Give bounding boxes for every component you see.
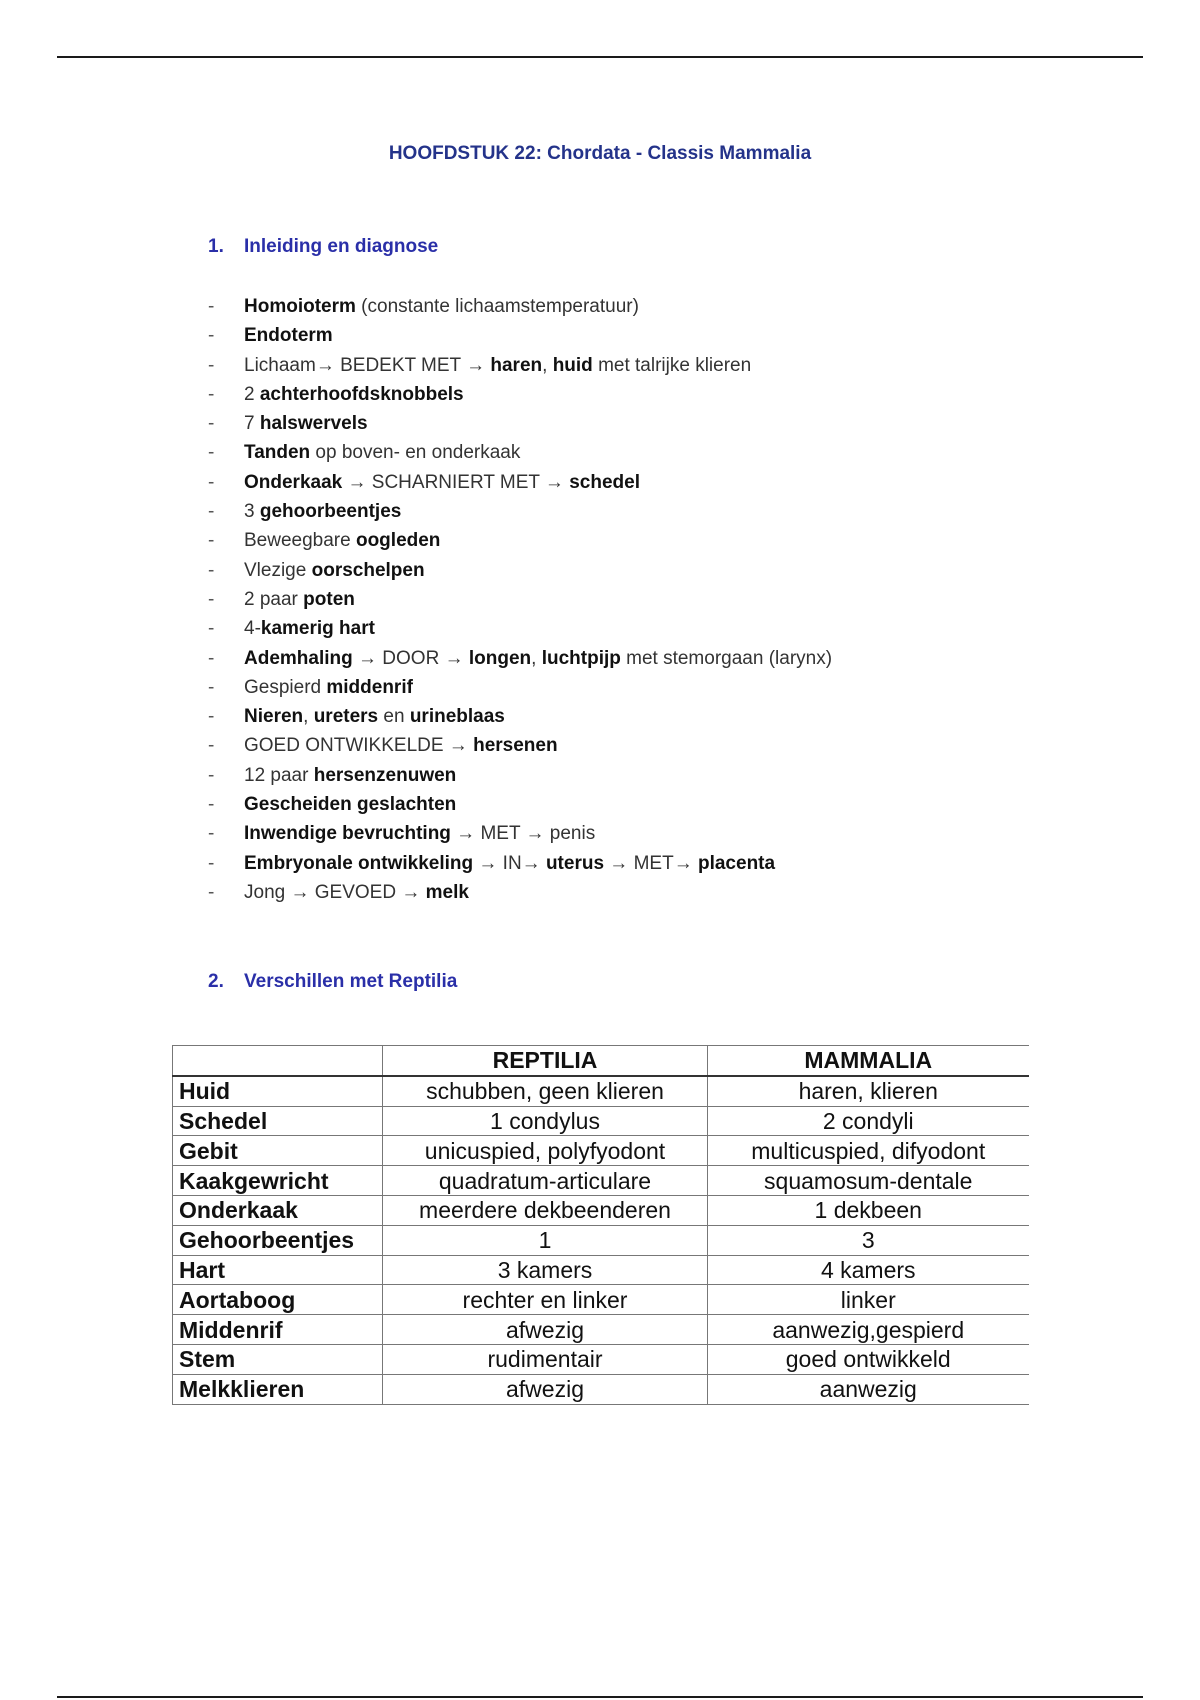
bullet-marker: - — [208, 296, 215, 317]
bullet-marker: - — [208, 618, 215, 640]
bullet-marker: - — [208, 471, 215, 493]
table-cell: afwezig — [383, 1374, 708, 1404]
list-text: GOED ONTWIKKELDE → — [244, 735, 474, 757]
list-item — [208, 878, 1008, 907]
bullet-marker: - — [208, 676, 215, 698]
bullet-marker: - — [208, 647, 215, 669]
table-cell: aanwezig — [708, 1374, 1029, 1404]
bullet-marker: - — [208, 413, 215, 435]
bullet-marker: - — [208, 588, 215, 610]
bullet-marker: - — [208, 501, 215, 523]
list-item — [208, 849, 1008, 878]
table-row — [173, 1344, 1029, 1374]
table-row — [173, 1255, 1029, 1285]
table-cell: 3 — [708, 1225, 1029, 1255]
list-item — [208, 497, 1008, 526]
table-row — [173, 1225, 1029, 1255]
row-header-cell: Onderkaak — [173, 1195, 383, 1225]
table-row — [173, 1315, 1029, 1345]
bold-term: Endoterm — [244, 325, 333, 347]
list-text: → DOOR → — [352, 647, 469, 669]
page-title: HOOFDSTUK 22: Chordata - Classis Mammalia — [388, 143, 812, 164]
bold-term: hersenen — [473, 735, 558, 757]
table-cell: rechter en linker — [383, 1285, 708, 1315]
row-header-cell: Schedel — [173, 1106, 383, 1136]
table-cell: meerdere dekbeenderen — [383, 1195, 708, 1225]
comparison-table — [172, 1045, 1029, 1405]
list-text: → MET → penis — [450, 823, 596, 845]
list-item — [208, 790, 1008, 819]
bold-term: huid — [552, 354, 593, 376]
section-heading-2 — [208, 971, 457, 993]
row-header-cell: Gebit — [173, 1136, 383, 1166]
list-item — [208, 819, 1008, 848]
row-header-cell: Huid — [173, 1076, 383, 1106]
table-cell: 1 — [383, 1225, 708, 1255]
table-cell: rudimentair — [383, 1344, 708, 1374]
table-row — [173, 1136, 1029, 1166]
table-row — [173, 1166, 1029, 1196]
row-header-cell: Gehoorbeentjes — [173, 1225, 383, 1255]
table-row — [173, 1285, 1029, 1315]
list-text: Jong → GEVOED → — [244, 881, 426, 903]
list-item — [208, 761, 1008, 790]
bold-term: ureters — [313, 706, 379, 728]
bottom-rule — [57, 1696, 1143, 1698]
column-header: MAMMALIA — [708, 1046, 1029, 1076]
list-item — [208, 644, 1008, 673]
table-cell: quadratum-articulare — [383, 1166, 708, 1196]
list-text: 3 — [244, 501, 260, 523]
bold-term: schedel — [569, 471, 640, 493]
table-cell: unicuspied, polyfyodont — [383, 1136, 708, 1166]
list-item — [208, 585, 1008, 614]
list-item — [208, 292, 1008, 321]
bold-term: haren — [490, 354, 543, 376]
list-text: met talrijke klieren — [592, 354, 752, 376]
bullet-marker: - — [208, 735, 215, 757]
bold-term: Tanden — [244, 442, 311, 464]
column-header — [173, 1046, 383, 1076]
table-cell: 1 condylus — [383, 1106, 708, 1136]
bold-term: Nieren — [244, 706, 304, 728]
table-cell: 1 dekbeen — [708, 1195, 1029, 1225]
top-rule — [57, 56, 1143, 58]
list-text: → IN→ — [473, 852, 546, 874]
row-header-cell: Kaakgewricht — [173, 1166, 383, 1196]
table-cell: afwezig — [383, 1315, 708, 1345]
table-row — [173, 1106, 1029, 1136]
list-text: Beweegbare — [244, 530, 356, 552]
bold-term: longen — [468, 647, 532, 669]
bold-term: Inwendige bevruchting — [244, 823, 451, 845]
list-text: Lichaam→ BEDEKT MET → — [244, 354, 491, 376]
bold-term: achterhoofdsknobbels — [259, 383, 464, 405]
table-cell: 3 kamers — [383, 1255, 708, 1285]
row-header-cell: Middenrif — [173, 1315, 383, 1345]
column-header: REPTILIA — [383, 1046, 708, 1076]
bold-term: gehoorbeentjes — [259, 501, 402, 523]
section-heading-1 — [208, 236, 438, 258]
list-text: met stemorgaan (larynx) — [620, 647, 833, 669]
list-item — [208, 351, 1008, 380]
list-text: → SCHARNIERT MET → — [342, 471, 570, 493]
list-text: en — [378, 706, 410, 728]
list-item — [208, 673, 1008, 702]
bold-term: uterus — [545, 852, 605, 874]
bold-term: luchtpijp — [541, 647, 621, 669]
bullet-marker: - — [208, 881, 215, 903]
table-cell: goed ontwikkeld — [708, 1344, 1029, 1374]
bullet-marker: - — [208, 354, 215, 376]
bold-term: Onderkaak — [244, 471, 343, 493]
bold-term: poten — [303, 588, 355, 610]
table-row — [173, 1374, 1029, 1404]
list-text: 2 paar — [244, 588, 304, 610]
list-item — [208, 438, 1008, 467]
list-text: 2 — [244, 383, 260, 405]
bold-term: Embryonale ontwikkeling — [244, 852, 474, 874]
bullet-marker: - — [208, 325, 215, 347]
table-cell: aanwezig,gespierd — [708, 1315, 1029, 1345]
bullet-marker: - — [208, 559, 215, 581]
row-header-cell: Melkklieren — [173, 1374, 383, 1404]
table-cell: 2 condyli — [708, 1106, 1029, 1136]
list-text: 7 — [244, 413, 260, 435]
diagnosis-list — [208, 292, 1008, 907]
table-cell: multicuspied, difyodont — [708, 1136, 1029, 1166]
list-text: → MET→ — [604, 852, 698, 874]
bullet-marker: - — [208, 852, 215, 874]
list-text: , — [531, 647, 542, 669]
table-cell: haren, klieren — [708, 1076, 1029, 1106]
bold-term: middenrif — [326, 676, 413, 698]
list-item — [208, 526, 1008, 555]
table-header-row — [173, 1046, 1029, 1076]
bullet-marker: - — [208, 823, 215, 845]
bold-term: hersenzenuwen — [313, 764, 457, 786]
bold-term: oogleden — [355, 530, 441, 552]
bold-term: melk — [425, 881, 469, 903]
bullet-marker: - — [208, 530, 215, 552]
list-item — [208, 556, 1008, 585]
table-cell: linker — [708, 1285, 1029, 1315]
bold-term: Ademhaling — [244, 647, 353, 669]
table-cell: 4 kamers — [708, 1255, 1029, 1285]
bold-term: placenta — [697, 852, 776, 874]
list-item — [208, 321, 1008, 350]
list-item — [208, 468, 1008, 497]
list-text: 12 paar — [244, 764, 314, 786]
list-item — [208, 409, 1008, 438]
bold-term: halswervels — [259, 413, 368, 435]
list-item — [208, 731, 1008, 760]
list-text: 4- — [244, 618, 261, 640]
row-header-cell: Hart — [173, 1255, 383, 1285]
table-row — [173, 1195, 1029, 1225]
bullet-marker: - — [208, 794, 215, 816]
table-row — [173, 1076, 1029, 1106]
table-cell: squamosum-dentale — [708, 1166, 1029, 1196]
row-header-cell: Aortaboog — [173, 1285, 383, 1315]
list-text: (constante lichaamstemperatuur) — [355, 296, 639, 317]
list-text: Gespierd — [244, 676, 327, 698]
list-item — [208, 702, 1008, 731]
bold-term: oorschelpen — [311, 559, 425, 581]
bold-term: kamerig hart — [260, 618, 375, 640]
bullet-marker: - — [208, 706, 215, 728]
table-cell: schubben, geen klieren — [383, 1076, 708, 1106]
bullet-marker: - — [208, 442, 215, 464]
section-number: 2. — [208, 971, 224, 992]
bold-term: urineblaas — [409, 706, 505, 728]
row-header-cell: Stem — [173, 1344, 383, 1374]
section-number: 1. — [208, 236, 224, 257]
bold-term: Gescheiden geslachten — [244, 794, 457, 816]
list-item — [208, 380, 1008, 409]
bold-term: Homoioterm — [244, 296, 356, 317]
list-text: op boven- en onderkaak — [310, 442, 521, 464]
section-title: Verschillen met Reptilia — [244, 971, 458, 992]
section-title: Inleiding en diagnose — [244, 236, 439, 257]
list-text: , — [303, 706, 314, 728]
list-text: Vlezige — [244, 559, 312, 581]
list-text: , — [542, 354, 553, 376]
bullet-marker: - — [208, 764, 215, 786]
bullet-marker: - — [208, 383, 215, 405]
list-item — [208, 614, 1008, 643]
